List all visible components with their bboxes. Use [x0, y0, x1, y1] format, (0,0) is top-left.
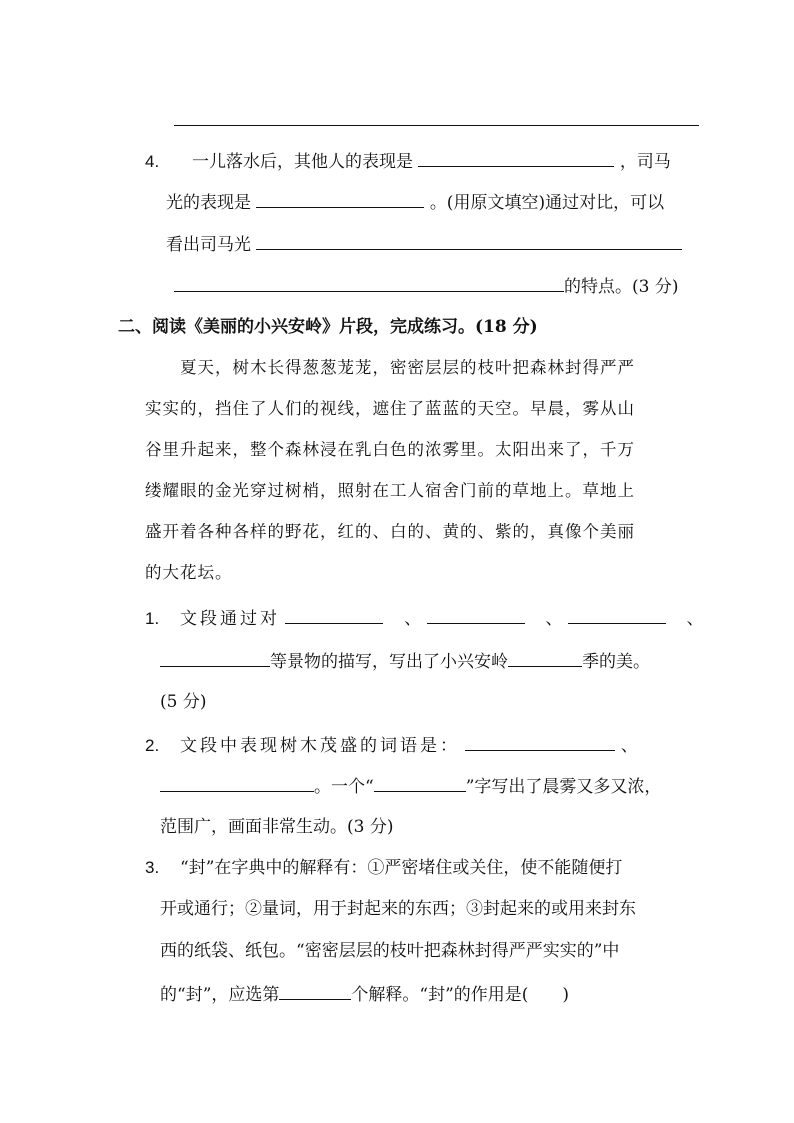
q1-text-2-end: 季的美。: [582, 652, 650, 672]
q1-sep-1: 、: [404, 609, 422, 629]
q3-number: 3.: [145, 858, 160, 877]
q4-blank-others[interactable]: [418, 148, 614, 167]
q1-text-2: 等景物的描写，写出了小兴安岭: [270, 652, 508, 672]
q2-text-2: 。一个“: [314, 777, 374, 797]
q4-text-2-end: 。(用原文填空)通过对比，可以: [429, 193, 665, 213]
q2-number: 2.: [145, 736, 160, 755]
q1-blank-season[interactable]: [508, 648, 582, 667]
q2-blank-1[interactable]: [465, 732, 615, 751]
passage-line-6: 的大花坛。: [145, 563, 233, 582]
q2-text-2-end: ”字写出了晨雾又多又浓，: [465, 777, 662, 797]
q3-text-4: 的“封”，应选第: [160, 985, 280, 1005]
q4-blank-trait-2[interactable]: [174, 273, 564, 292]
q1-line-1: [145, 605, 704, 631]
q4-line-4: [174, 273, 678, 299]
q3-blank-choice[interactable]: [279, 981, 351, 1000]
section2-heading: 二、阅读《美丽的小兴安岭》片段，完成练习。(18 分): [118, 317, 538, 337]
q2-line-1: [145, 732, 638, 758]
q1-score: (5 分): [160, 692, 207, 712]
q3-text-1: “封”在字典中的解释有：①严密堵住或关住，使不能随便打: [180, 858, 623, 878]
q3-text-4-end: 个解释。“封”的作用是( ): [351, 985, 570, 1005]
q4-text-3: 看出司马光: [166, 235, 251, 255]
q1-number: 1.: [145, 609, 160, 628]
q4-number: 4.: [145, 152, 160, 171]
q1-blank-2[interactable]: [427, 605, 525, 624]
passage-line-3: 谷里升起来，整个森林浸在乳白色的浓雾里。太阳出来了，千万: [145, 440, 635, 459]
q2-blank-2[interactable]: [160, 773, 314, 792]
q1-line-2: [160, 648, 650, 674]
q4-text-4-end: 的特点。(3 分): [564, 277, 679, 297]
q1-sep-3: 、: [686, 609, 704, 629]
q4-text-1: 一儿落水后，其他人的表现是: [192, 152, 413, 172]
q3-line-3: 西的纸袋、纸包。“密密层层的枝叶把森林封得严严实实的”中: [160, 941, 620, 961]
q2-line-3: 范围广，画面非常生动。(3 分): [160, 817, 394, 837]
q3-line-4: [160, 981, 569, 1007]
q2-text-1-end: 、: [620, 736, 638, 756]
q4-line-3: [166, 231, 682, 257]
passage-line-5: 盛开着各种各样的野花，红的、白的、黄的、紫的，真像个美丽: [145, 522, 635, 541]
q2-text-1: 文段中表现树木茂盛的词语是：: [180, 736, 460, 756]
q1-blank-4[interactable]: [160, 648, 270, 667]
q2-line-2: [160, 773, 661, 799]
q4-blank-trait-1[interactable]: [256, 231, 682, 250]
q1-sep-2: 、: [545, 609, 563, 629]
q1-text-1: 文段通过对: [180, 609, 280, 629]
passage-line-4: 缕耀眼的金光穿过树梢，照射在工人宿舍门前的草地上。草地上: [145, 481, 635, 500]
passage-line-2: 实实的，挡住了人们的视线，遮住了蓝蓝的天空。早晨，雾从山: [145, 399, 635, 418]
q4-blank-simaguang[interactable]: [256, 189, 424, 208]
q4-text-2: 光的表现是: [166, 193, 251, 213]
q1-blank-3[interactable]: [568, 605, 666, 624]
q4-line-1: [145, 148, 671, 174]
q3-line-1: [145, 856, 622, 880]
q4-line-2: [166, 189, 664, 215]
q4-text-1-end: ，司马: [619, 152, 671, 172]
passage-line-1: 夏天，树木长得葱葱茏茏，密密层层的枝叶把森林封得严严: [180, 358, 635, 377]
q1-blank-1[interactable]: [285, 605, 383, 624]
q3-line-2: 开或通行；②量词，用于封起来的东西；③封起来的或用来封东: [160, 899, 636, 919]
q2-blank-char[interactable]: [374, 773, 466, 792]
answer-line-top: [174, 125, 699, 126]
